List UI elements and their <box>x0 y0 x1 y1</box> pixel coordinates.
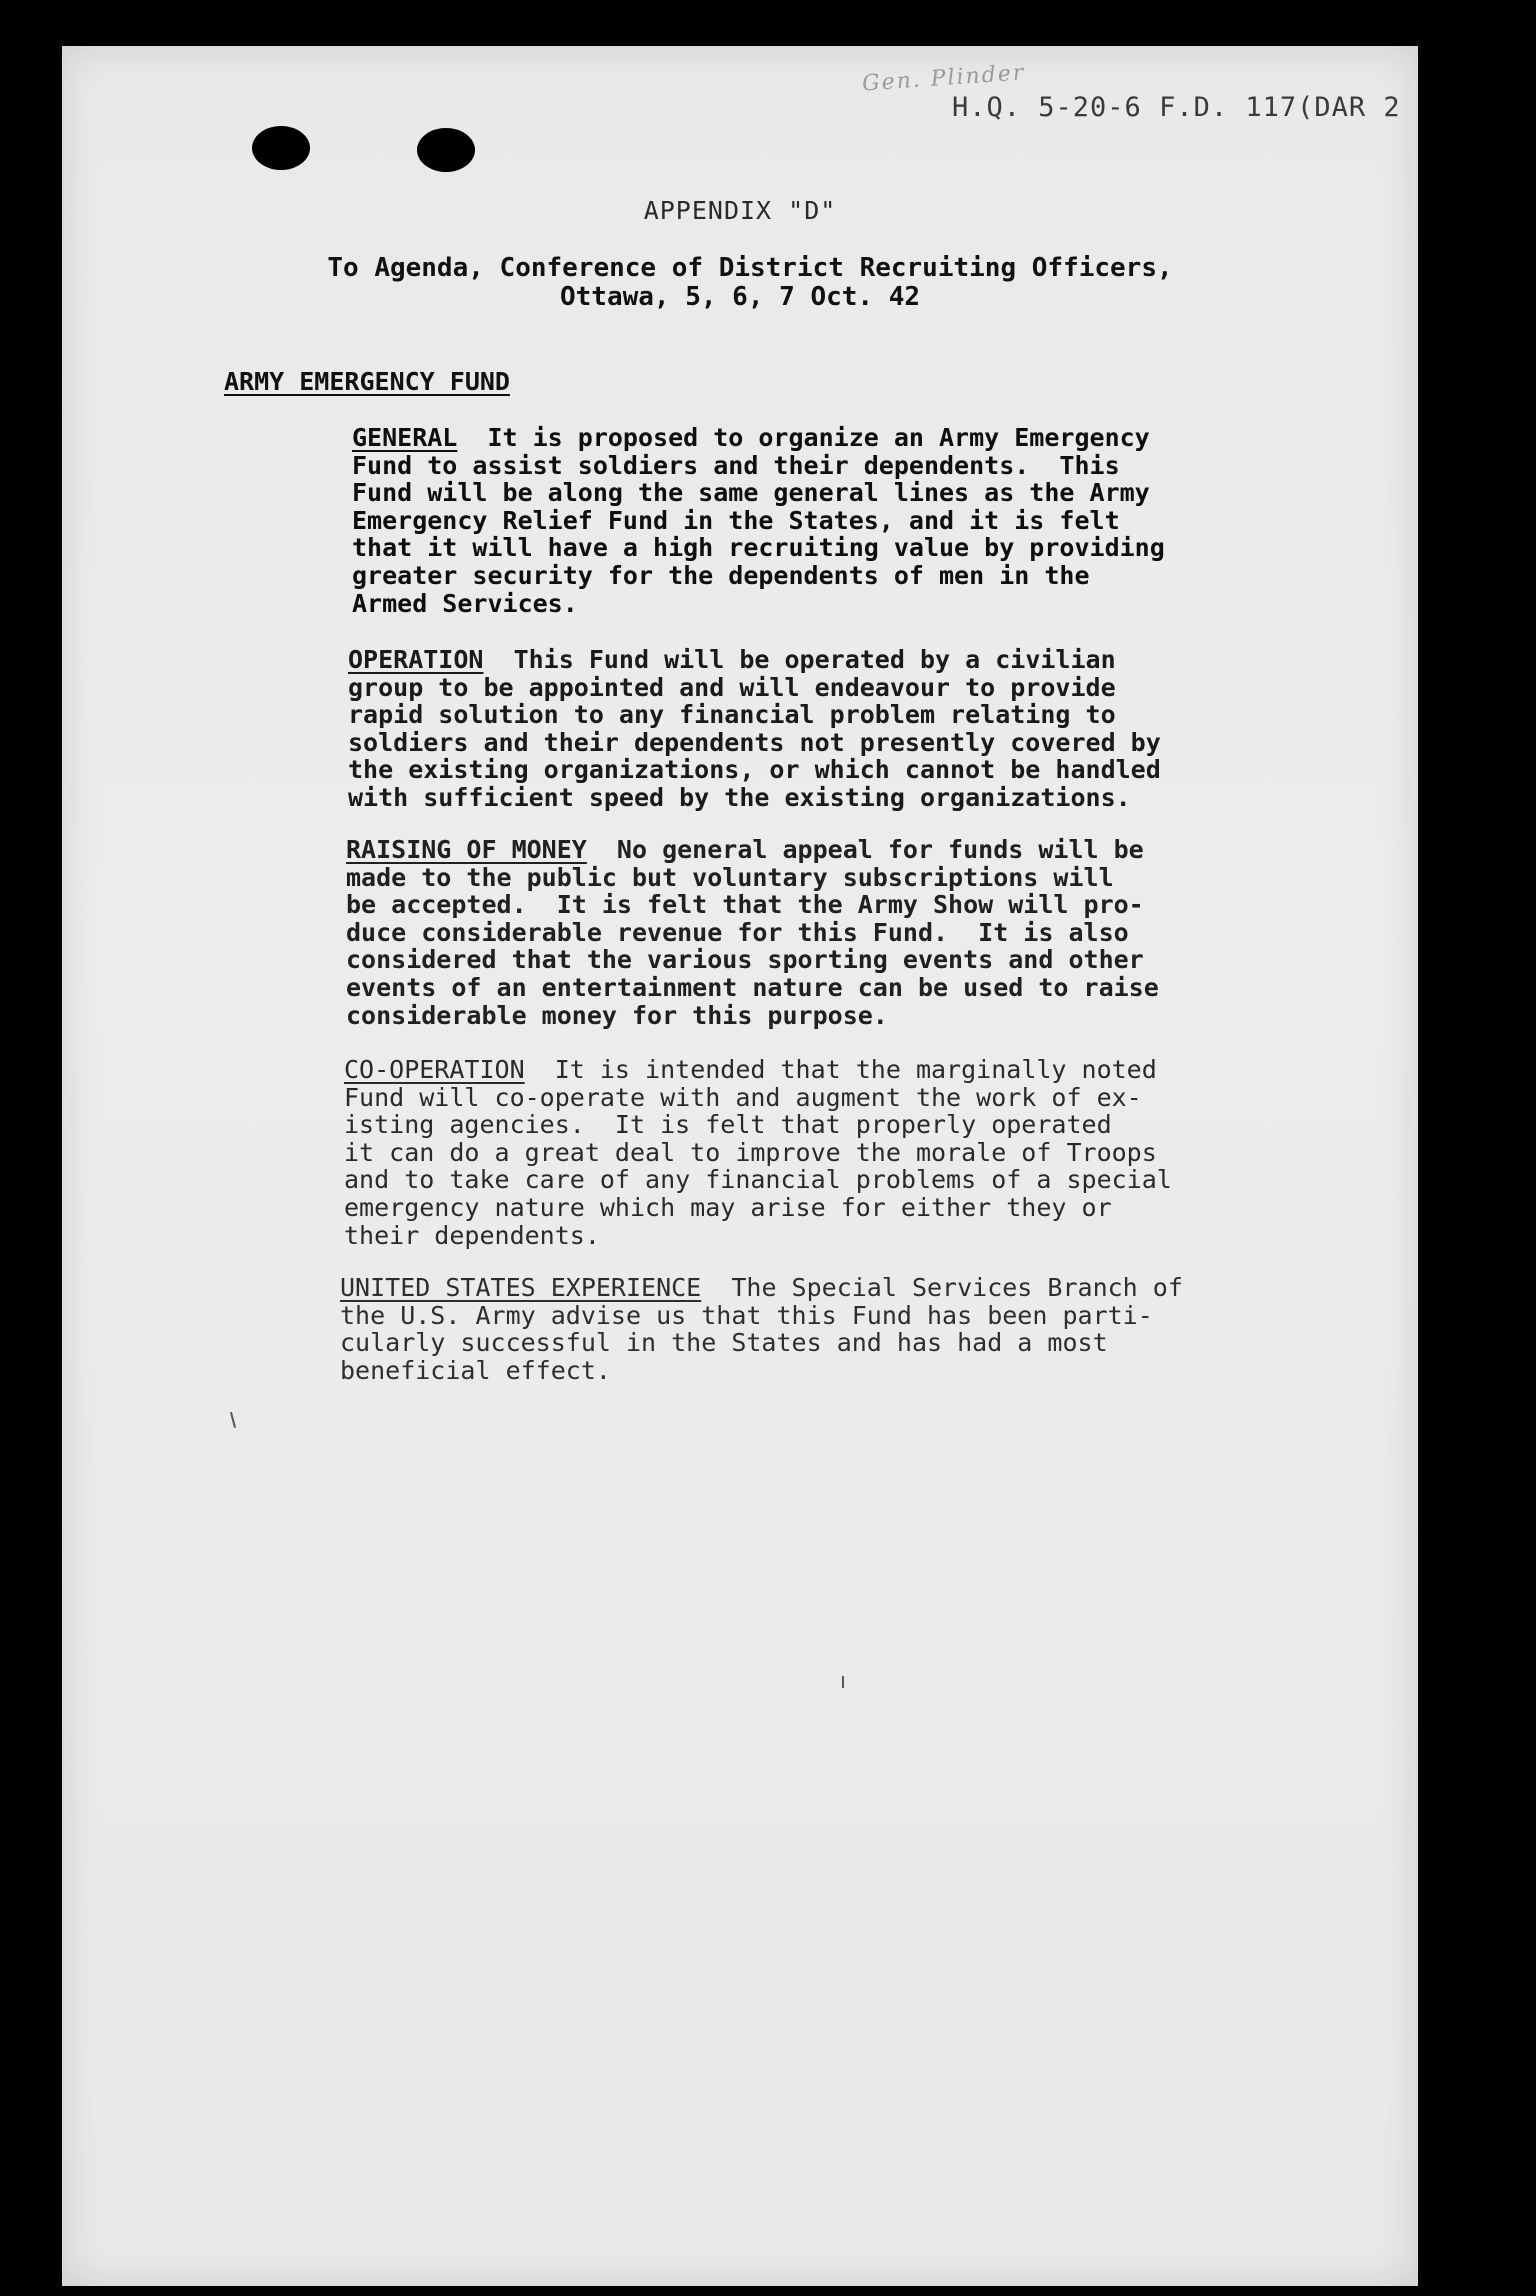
paragraph-body: group to be appointed and will endeavour to provide rapid solution to any financial problem relating to soldiers and their dependents not presently covered by the existing organizations, or which cannot be handled with sufficient speed by the existing organizations. <box>348 672 1161 812</box>
paragraph-operation <box>348 646 1161 812</box>
paragraph-label: RAISING OF MONEY <box>346 835 587 864</box>
punch-hole-left <box>252 126 310 170</box>
punch-hole-right <box>417 128 475 172</box>
file-reference: H.Q. 5-20-6 F.D. 117(DAR 2 <box>952 92 1401 123</box>
stray-mark <box>842 1676 844 1688</box>
handwritten-note: Gen. Plinder <box>861 60 1027 97</box>
paragraph-co-operation <box>344 1056 1172 1249</box>
paragraph-label: OPERATION <box>348 645 484 674</box>
paragraph-first-line: The Special Services Branch of <box>701 1273 1183 1302</box>
agenda-line-1: To Agenda, Conference of District Recruiting Officers, <box>327 253 1173 283</box>
paragraph-body: Fund to assist soldiers and their dependents. This Fund will be along the same general lines as the Army Emergency Relief Fund in the States, and it is felt that it will have a high recruiting value by providing greater security for the dependents of men in the Armed Services. <box>352 450 1165 618</box>
paragraph-body: the U.S. Army advise us that this Fund has been parti- cularly successful in the States and has had a most beneficial effect. <box>340 1300 1153 1385</box>
paragraph-label: UNITED STATES EXPERIENCE <box>340 1273 702 1302</box>
agenda-line-2: Ottawa, 5, 6, 7 Oct. 42 <box>559 282 921 312</box>
stray-mark <box>230 1412 236 1428</box>
paragraph-label: CO-OPERATION <box>344 1055 525 1084</box>
agenda-block <box>62 254 1418 312</box>
paragraph-general <box>352 424 1165 617</box>
paragraph-united-states-experience <box>340 1274 1183 1384</box>
paragraph-first-line: This Fund will be operated by a civilian <box>483 645 1116 674</box>
paragraph-first-line: It is proposed to organize an Army Emergency <box>457 423 1150 452</box>
paragraph-raising-of-money <box>346 836 1159 1029</box>
section-heading: ARMY EMERGENCY FUND <box>224 367 510 396</box>
document-page <box>62 46 1418 2286</box>
paragraph-body: Fund will co-operate with and augment the work of ex- isting agencies. It is felt that properly operated it can do a great deal to improve the morale of Troops and to take care of any financial problems of a special emergency nature which may arise for either they or their dependents. <box>344 1082 1172 1250</box>
paragraph-first-line: It is intended that the marginally noted <box>524 1055 1157 1084</box>
paragraph-label: GENERAL <box>352 423 458 452</box>
paragraph-body: made to the public but voluntary subscriptions will be accepted. It is felt that the Army Show will pro- duce considerable revenue for this Fund. It is also considered that the various sporting events and other events of an entertainment nature can be used to raise considerable money for this purpose. <box>346 862 1159 1030</box>
paragraph-first-line: No general appeal for funds will be <box>586 835 1144 864</box>
appendix-title: APPENDIX "D" <box>643 196 837 225</box>
